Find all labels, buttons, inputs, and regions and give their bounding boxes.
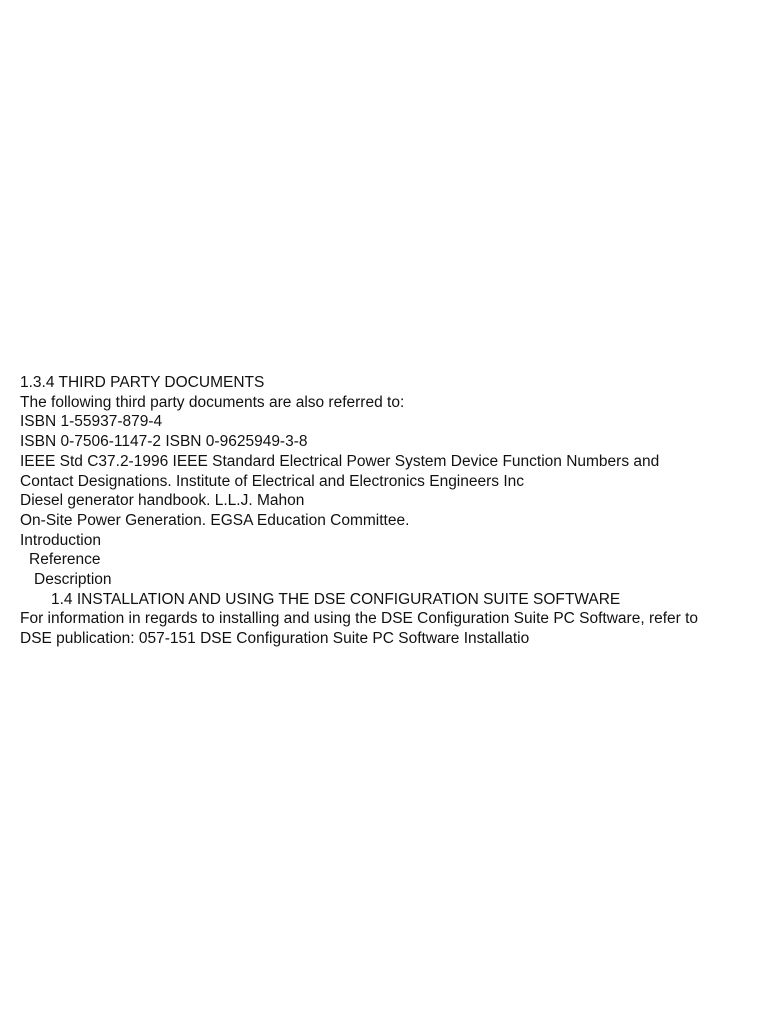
running-header-introduction: Introduction [20, 531, 101, 549]
section-heading-installation: 1.4 INSTALLATION AND USING THE DSE CONFIGURATION SUITE SOFTWARE [51, 590, 621, 608]
installation-paragraph-line-1: For information in regards to installing and using the DSE Configuration Suite PC Software, refer to [20, 610, 699, 628]
document-body [20, 373, 760, 649]
isbn-line-2: ISBN 0-7506-1147-2 ISBN 0-9625949-3-8 [20, 433, 308, 451]
diesel-handbook-reference: Diesel generator handbook. L.L.J. Mahon [20, 492, 305, 510]
ieee-reference-line-1: IEEE Std C37.2-1996 IEEE Standard Electrical Power System Device Function Numbers and [20, 452, 660, 470]
table-header-reference: Reference [29, 551, 101, 569]
intro-sentence: The following third party documents are also referred to: [20, 393, 405, 411]
egsa-reference: On-Site Power Generation. EGSA Education Committee. [20, 511, 410, 529]
ieee-reference-line-2: Contact Designations. Institute of Electrical and Electronics Engineers Inc [20, 472, 525, 490]
isbn-line-1: ISBN 1-55937-879-4 [20, 413, 163, 431]
installation-paragraph-line-2: DSE publication: 057-151 DSE Configuration Suite PC Software Installatio [20, 630, 530, 648]
section-heading-third-party-documents: 1.3.4 THIRD PARTY DOCUMENTS [20, 374, 265, 391]
table-header-description: Description [34, 571, 112, 589]
